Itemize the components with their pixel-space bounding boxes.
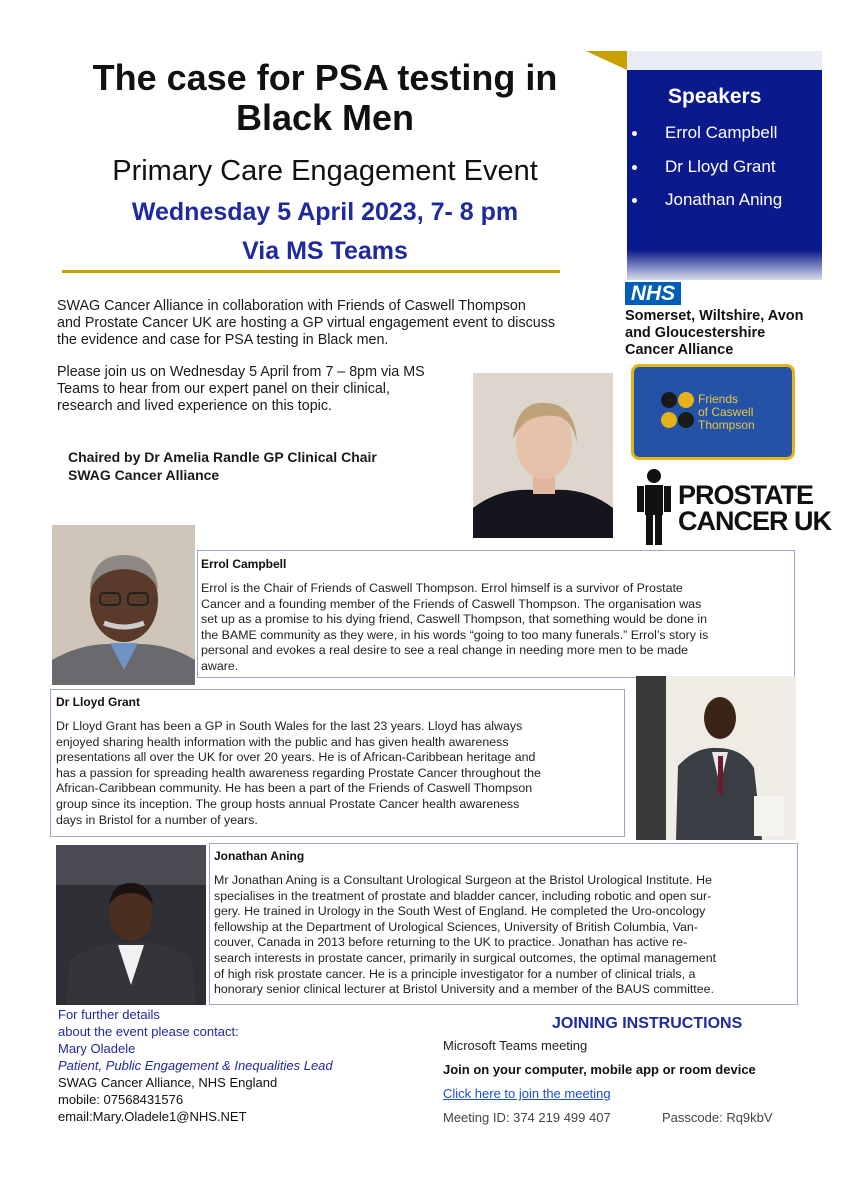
bio-text: Mr Jonathan Aning is a Consultant Urological Surgeon at the Bristol Urological Institute. He specialises in the treatment of prostate and bladder cancer, including robotic and open sur- gery. He trained in Urology in the South West of England. He completed the Uro-oncology fellowship at the Department of Urological Sciences, University of British Columbia, Van- couver, Canada in 2013 before returning to the UK to practice. Jonathan has active re- search interests in prostate cancer, primarily in surgical outcomes, the optimal management of high risk prostate cancer. He is a principle investigator for a number of clinical trials, a honorary senior clinical lecturer at Bristol University and a member of the BAUS committee. [214,873,717,997]
event-subtitle: Primary Care Engagement Event [112,155,538,187]
event-title-line1: The case for PSA testing in [92,57,558,98]
bio-name: Errol Campbell [201,557,287,571]
bullet-icon [632,131,637,136]
chair-portrait [473,373,613,538]
speakers-heading: Speakers [668,85,762,108]
join-meeting-link[interactable]: Click here to join the meeting [443,1086,611,1101]
event-venue: Via MS Teams [242,237,408,265]
lloyd-grant-photo [636,676,796,840]
bio-name: Jonathan Aning [214,849,305,863]
event-title [30,58,620,138]
errol-portrait [52,525,195,685]
jonathan-portrait [56,845,206,1005]
contact-org: SWAG Cancer Alliance, NHS England [58,1075,278,1090]
chair-credit: Chaired by Dr Amelia Randle GP Clinical Chair SWAG Cancer Alliance [68,449,377,483]
speaker-item: Jonathan Aning [632,190,782,210]
alliance-name-line: Cancer Alliance [625,342,734,358]
bio-name: Dr Lloyd Grant [56,695,141,709]
lloyd-portrait [636,676,796,840]
title-divider [62,270,560,273]
event-date: Wednesday 5 April 2023, 7- 8 pm [131,198,519,226]
speaker-item: Dr Lloyd Grant [632,157,776,177]
joining-instructions-heading: JOINING INSTRUCTIONS [552,1015,743,1032]
chair-photo [473,373,613,538]
speakers-panel-fade [627,250,822,280]
meeting-id: Meeting ID: 374 219 499 407 [443,1110,611,1125]
speakers-panel-top-band [627,51,822,70]
meeting-passcode: Passcode: Rq9kbV [662,1110,773,1125]
contact-email[interactable]: email:Mary.Oladele1@NHS.NET [58,1109,247,1124]
prostate-cancer-uk-man-icon [635,468,673,546]
contact-role: Patient, Public Engagement & Inequalities Lead [58,1058,333,1073]
errol-campbell-photo [52,525,195,685]
clover-icon [660,389,696,433]
prostate-cancer-uk-logo: PROSTATE CANCER UK [678,480,831,536]
event-title-line2: Black Men [235,97,415,138]
alliance-name-line: and Gloucestershire [625,325,766,341]
bullet-icon [632,198,637,203]
alliance-name-line: Somerset, Wiltshire, Avon [625,308,804,324]
contact-mobile: mobile: 07568431576 [58,1092,184,1107]
speaker-item: Errol Campbell [632,123,777,143]
nhs-logo: NHS [625,282,681,305]
join-device-text: Join on your computer, mobile app or room device [443,1062,756,1077]
bullet-icon [632,165,637,170]
foct-logo-text: Friends of Caswell Thompson [698,392,755,432]
contact-name: Mary Oladele [58,1041,136,1056]
teams-meeting-label: Microsoft Teams meeting [443,1038,588,1053]
intro-paragraph: SWAG Cancer Alliance in collaboration with Friends of Caswell Thompson and Prostate Cancer UK are hosting a GP virtual engagement event to discuss the evidence and case for PSA testing in Black men. [57,298,556,348]
invitation-paragraph: Please join us on Wednesday 5 April from 7 – 8pm via MS Teams to hear from our expert panel on their clinical, research and lived experience on this topic. [57,364,425,414]
bio-text: Dr Lloyd Grant has been a GP in South Wales for the last 23 years. Lloyd has always enjoyed sharing health information with the public and has given health awareness presentations all over the UK for over 20 years. He is of African-Caribbean heritage and has a passion for spreading health awareness regarding Prostate Cancer throughout the African-Caribbean community. He has been a part of the Friends of Caswell Thompson group since its inception. The group hosts annual Prostate Cancer health awareness days in Bristol for a number of years. [56,719,541,827]
contact-block: For further details about the event please contact: Mary Oladele Patient, Public Engagement & Inequalities Lead SWAG Cancer Alliance, NHS England mobile: 07568431576 email:Mary.Oladele1@NHS.NET [58,1007,333,1124]
jonathan-aning-photo [56,845,206,1005]
speakers-panel-gold-corner [586,51,627,70]
bio-text: Errol is the Chair of Friends of Caswell Thompson. Errol himself is a survivor of Prostate Cancer and a founding member of the Friends of Caswell Thompson. The organisation was set up as a promise to his dying friend, Caswell Thompson, that something would be done in the BAME community as they were, in his words “going to too many funerals.” Errol’s story is personal and evokes a real desire to see a real change in needing more men to be made aware. [201,581,709,673]
